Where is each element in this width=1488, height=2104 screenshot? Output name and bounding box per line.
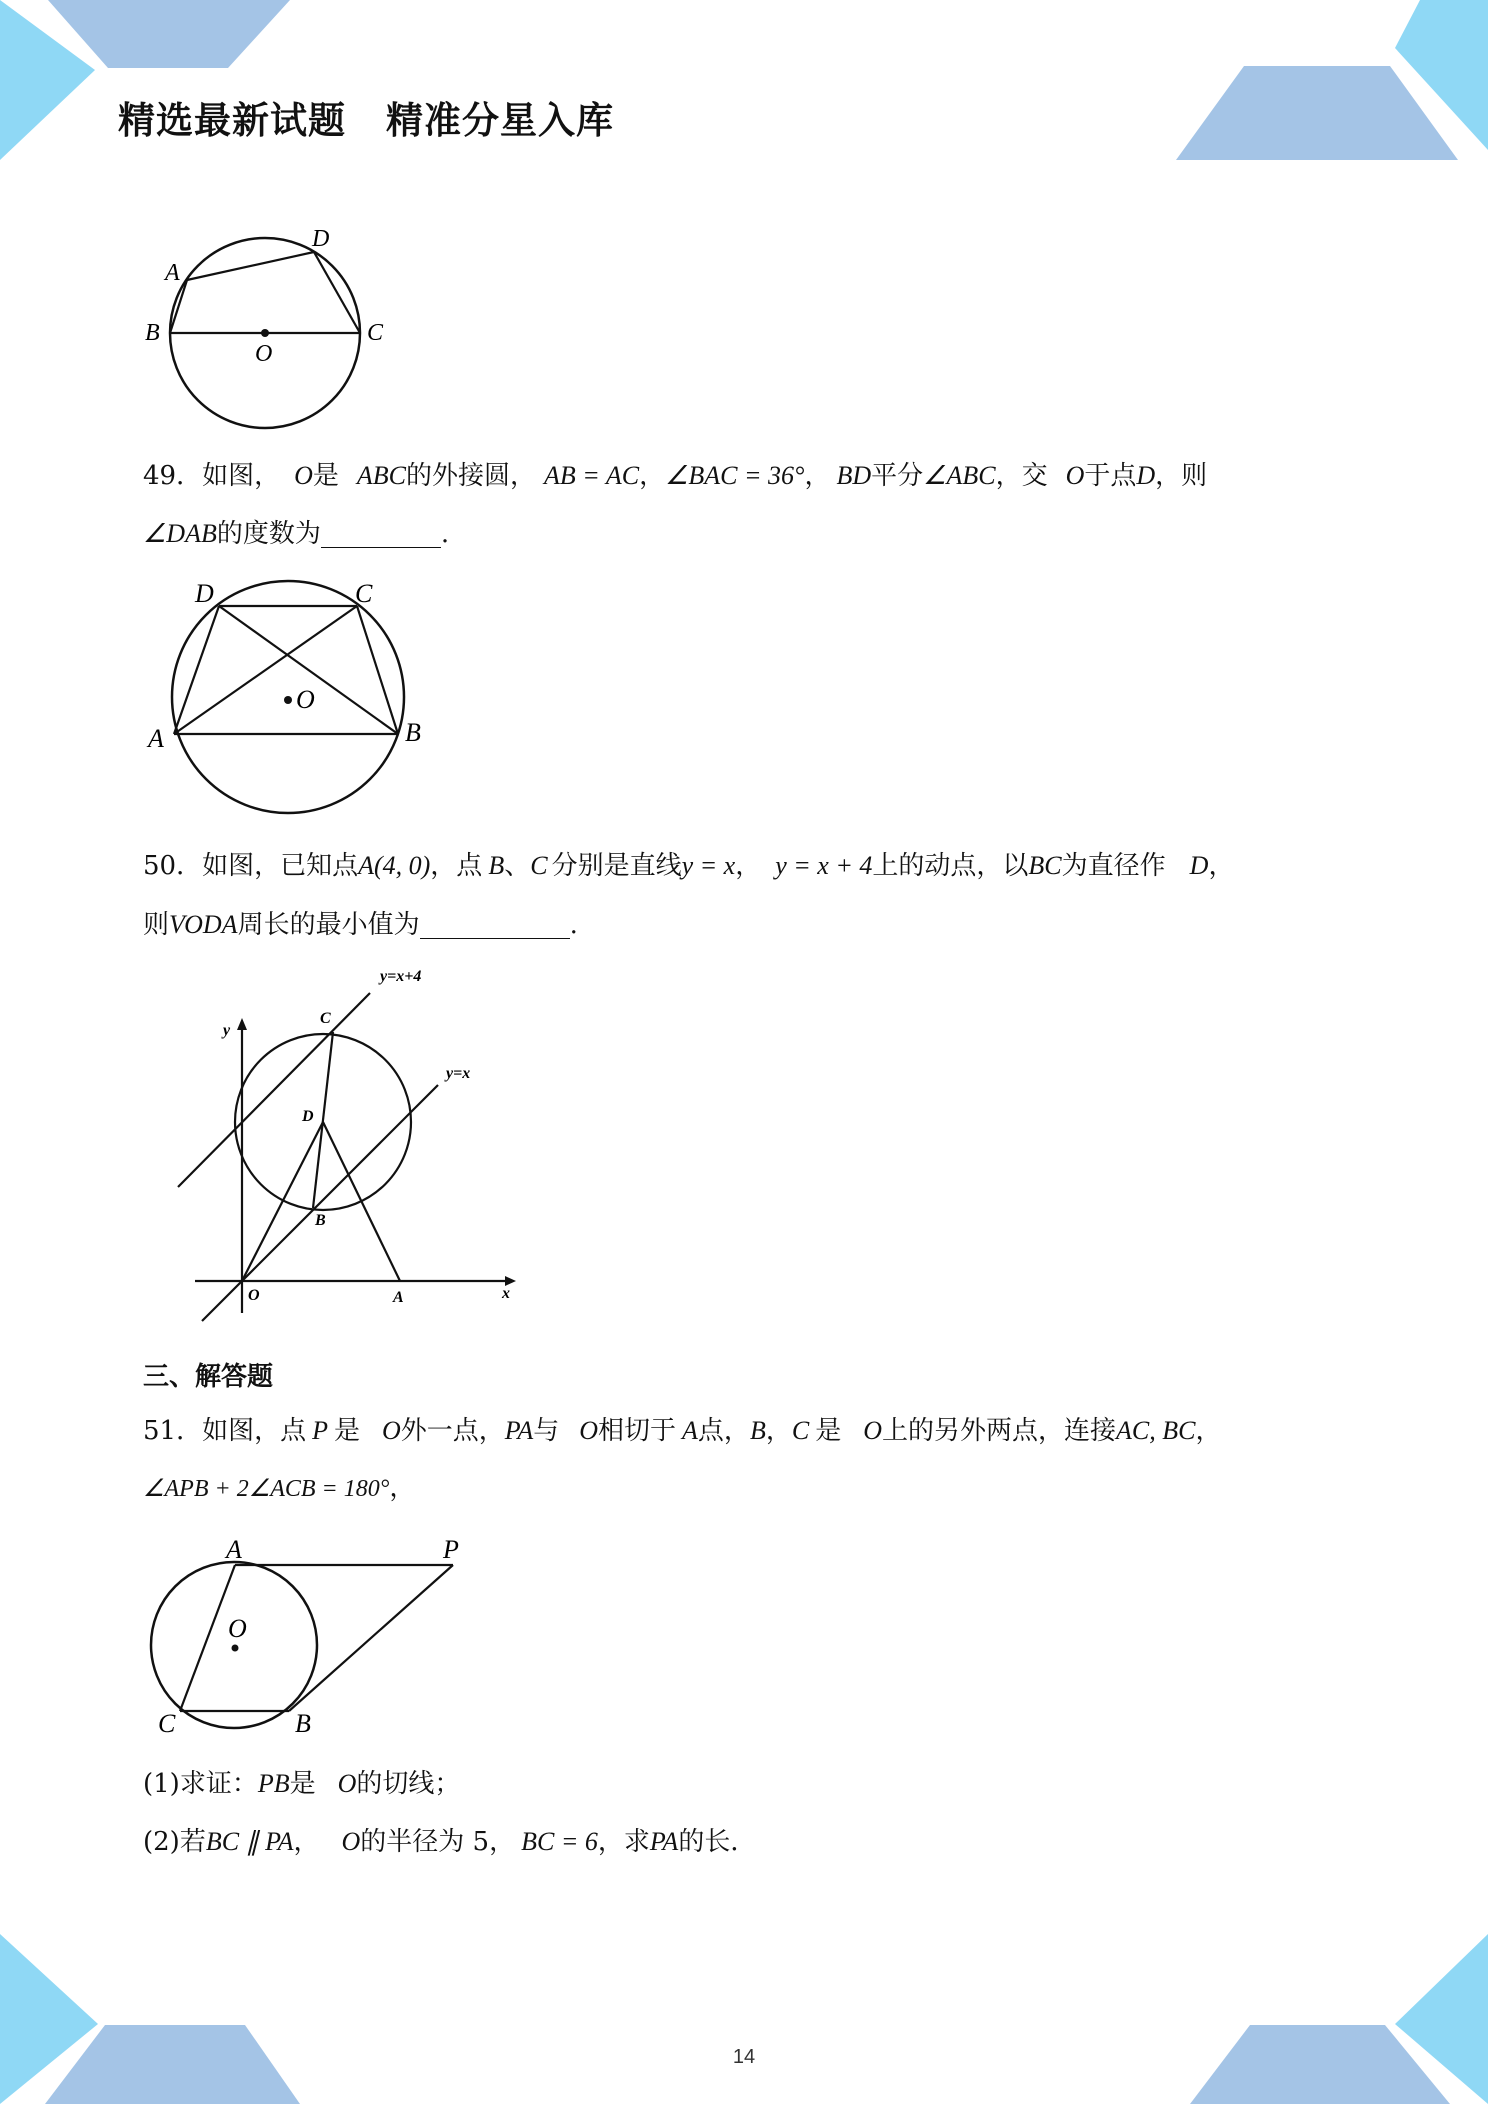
segment-ad <box>187 252 314 280</box>
segment-od <box>242 1122 323 1281</box>
header-title-left: 精选最新试题 <box>118 99 346 142</box>
figure-q48 <box>140 220 400 435</box>
segment-ac <box>174 606 357 734</box>
figure-q50 <box>170 965 530 1325</box>
label-o: O <box>296 685 315 714</box>
center-point <box>284 696 292 704</box>
segment-bd <box>219 606 398 734</box>
label-b: B <box>405 718 421 747</box>
q49-line-1: 49．如图， O是 ABC的外接圆， AB = AC，∠BAC = 36°， BD平分∠ABC，交 O于点D，则 <box>143 461 1208 491</box>
section-heading: 三、解答题 <box>143 1362 274 1392</box>
decor-trapezoid-top-left <box>48 0 290 68</box>
page-header-title <box>118 90 614 144</box>
q51-line-1: 51．如图，点 P 是 O外一点，PA与 O相切于 A点，B，C 是 O上的另外两点，连接AC, BC， <box>143 1416 1222 1446</box>
q51-part-2: (2)若BC ∥ PA， O的半径为 5， BC = 6，求PA的长． <box>143 1827 757 1857</box>
label-b: B <box>315 1212 326 1229</box>
label-a: A <box>165 260 180 286</box>
segment-bc <box>357 606 398 734</box>
segment-bc <box>313 1032 333 1208</box>
segment-ac <box>180 1565 235 1711</box>
decor-trapezoid-top-right <box>1176 66 1458 160</box>
label-x-axis: x <box>502 1285 510 1302</box>
label-b: B <box>145 320 160 346</box>
label-c: C <box>158 1709 176 1738</box>
q49-line-2: ∠DAB的度数为 . <box>143 519 450 549</box>
label-o: O <box>255 341 273 367</box>
line-y-eq-x <box>202 1085 438 1321</box>
y-axis-arrow <box>237 1018 247 1030</box>
label-a: A <box>148 724 164 753</box>
answer-blank-q50[interactable] <box>420 912 570 939</box>
label-c: C <box>320 1010 331 1027</box>
q50-line-2: 则VODA周长的最小值为 . <box>143 910 578 940</box>
segment-dc <box>314 252 360 333</box>
label-p: P <box>443 1535 459 1564</box>
answer-blank-q49[interactable] <box>321 521 441 548</box>
segment-pb <box>289 1565 453 1711</box>
label-b: B <box>295 1709 311 1738</box>
label-line-lower: y=x <box>446 1065 471 1082</box>
label-o: O <box>248 1287 260 1304</box>
label-d: D <box>302 1108 314 1125</box>
q51-line-2: ∠APB + 2∠ACB = 180°， <box>143 1473 416 1503</box>
label-y-axis: y <box>223 1022 231 1039</box>
label-c: C <box>355 579 373 608</box>
segment-da <box>323 1122 400 1281</box>
label-a: A <box>393 1289 404 1306</box>
figure-q49 <box>140 575 440 820</box>
q51-part-1: (1)求证：PB是 O的切线； <box>143 1769 461 1799</box>
center-point <box>261 329 269 337</box>
label-d: D <box>195 579 214 608</box>
page-number: 14 <box>732 2046 756 2068</box>
center-point <box>232 1645 239 1652</box>
label-c: C <box>367 320 384 346</box>
label-line-upper: y=x+4 <box>380 968 422 985</box>
label-d: D <box>312 226 330 252</box>
figure-q51 <box>140 1530 480 1745</box>
corner-decoration-bottom <box>0 1930 1488 2104</box>
label-a: A <box>226 1535 242 1564</box>
header-title-right: 精准分星入库 <box>386 99 614 142</box>
q50-line-1: 50．如图，已知点A(4, 0)，点 B、C 分别是直线y = x， y = x + 4上的动点，以BC为直径作 D， <box>143 851 1235 881</box>
label-o: O <box>228 1614 247 1643</box>
corner-decoration-top <box>0 0 1488 170</box>
